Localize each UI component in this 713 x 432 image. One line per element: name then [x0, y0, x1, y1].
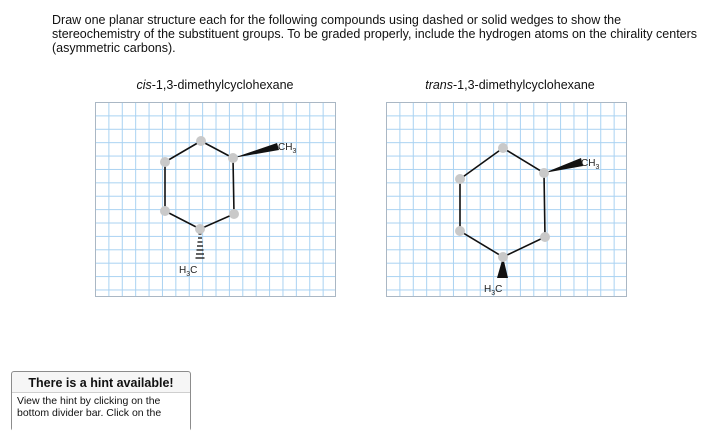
cis-compound-label	[65, 78, 365, 92]
trans-atom[interactable]	[540, 232, 550, 242]
cis-atom[interactable]	[160, 206, 170, 216]
trans-compound-label	[360, 78, 660, 92]
trans-label-rest: -1,3-dimethylcyclohexane	[453, 78, 595, 92]
cis-ring-bonds[interactable]	[165, 141, 234, 229]
cis-label-rest: -1,3-dimethylcyclohexane	[151, 78, 294, 92]
cis-atom[interactable]	[228, 153, 238, 163]
trans-atom[interactable]	[539, 168, 549, 178]
hint-line-1: View the hint by clicking on the	[17, 395, 161, 407]
cis-structure[interactable]	[96, 103, 337, 298]
hint-body	[12, 392, 190, 432]
question-instructions: Draw one planar structure each for the following compounds using dashed or solid wedges to show the stereochemistry of the substituent groups. To be graded properly, include the hydrogen atoms on the chirality centers (asymmetric carbons).	[52, 13, 698, 55]
cis-drawing-canvas[interactable]	[95, 102, 336, 297]
trans-atom[interactable]	[498, 252, 508, 262]
trans-structure[interactable]	[387, 103, 628, 298]
cis-hashed-wedge[interactable]	[196, 234, 205, 258]
cis-atom[interactable]	[160, 157, 170, 167]
cis-ch3-label[interactable]: $CH_3$	[278, 142, 297, 155]
trans-atom[interactable]	[455, 226, 465, 236]
cis-prefix: cis	[136, 78, 152, 92]
trans-solid-wedge[interactable]	[544, 158, 583, 173]
trans-drawing-canvas[interactable]	[386, 102, 627, 297]
trans-h3c-label[interactable]: $H_3C$	[484, 284, 503, 297]
cis-atom[interactable]	[196, 136, 206, 146]
hint-line-2: bottom divider bar. Click on the	[17, 407, 162, 419]
hint-title[interactable]: There is a hint available!	[28, 376, 174, 390]
hint-box[interactable]	[11, 371, 191, 431]
trans-atom[interactable]	[455, 174, 465, 184]
trans-ch3-label[interactable]: $CH_3$	[581, 158, 600, 171]
trans-atom[interactable]	[498, 143, 508, 153]
cis-atom[interactable]	[195, 224, 205, 234]
trans-prefix: trans	[425, 78, 454, 92]
trans-ring-bonds[interactable]	[460, 148, 545, 257]
cis-solid-wedge[interactable]	[233, 143, 279, 158]
cis-atom[interactable]	[229, 209, 239, 219]
cis-h3c-label[interactable]: $H_3C$	[179, 265, 198, 278]
